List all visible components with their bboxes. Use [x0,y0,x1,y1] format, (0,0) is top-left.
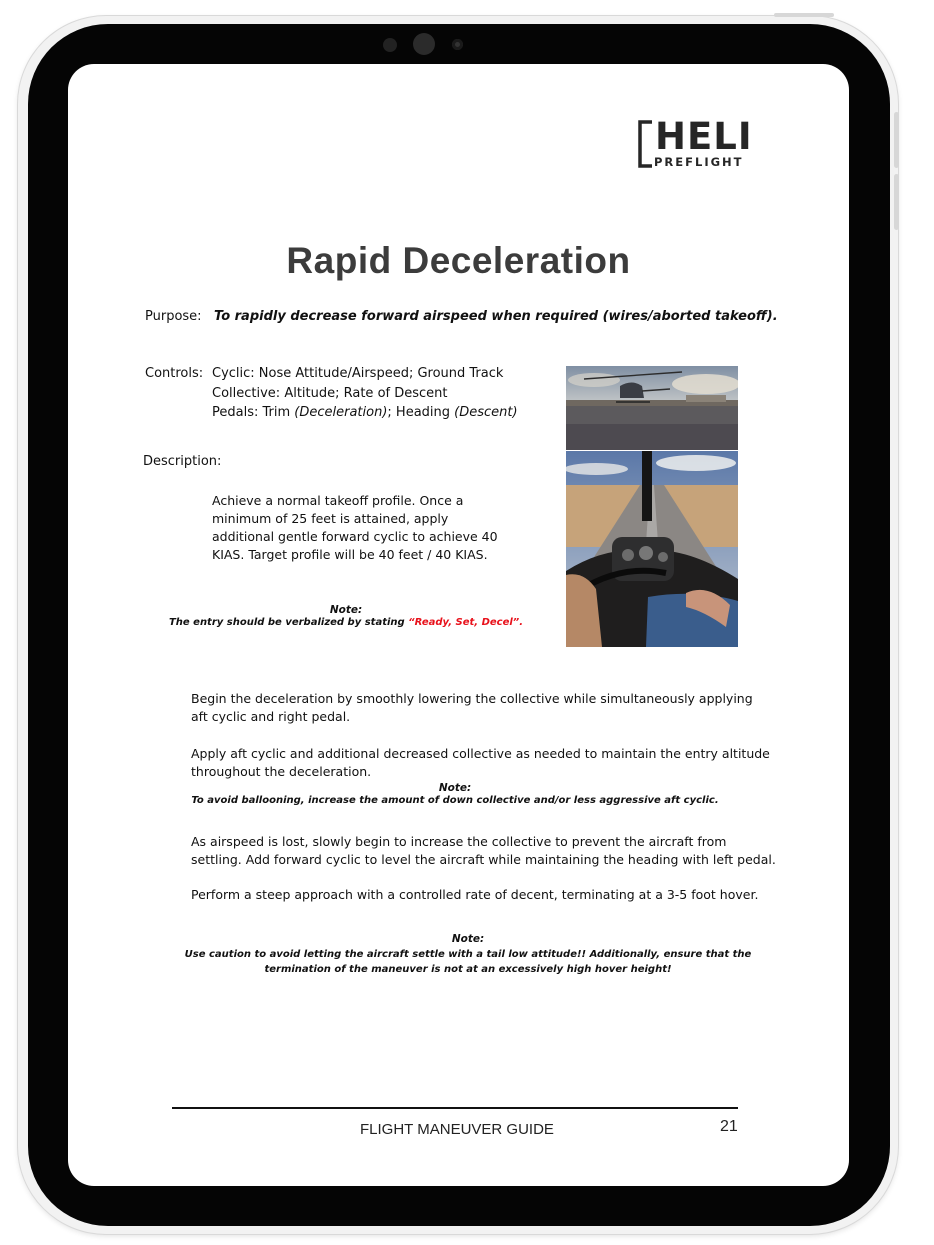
footer-divider [172,1107,738,1109]
step-maintain-altitude: Apply aft cyclic and additional decreased collective as needed to maintain the entry altitude throughout the deceleration. [191,746,770,779]
note-tail-low-label: Note: [451,933,485,945]
note-tail-low [168,933,768,977]
tablet-volume-up-button [894,112,899,168]
note-entry-text: The entry should be verbalized by stating [168,617,409,628]
helicopter-ramp-photo [566,366,738,450]
logo-main-text: HELI [655,115,753,158]
note-entry-highlight: “Ready, Set, Decel”. [408,617,524,628]
purpose-label: Purpose: [145,309,202,324]
camera-icon [413,33,435,55]
tablet-top-button [774,13,834,17]
document-page [68,64,849,1186]
controls-cyclic: Cyclic: Nose Attitude/Airspeed; Ground Track [212,366,504,381]
step-begin-deceleration: Begin the deceleration by smoothly lowering the collective while simultaneously applying aft cyclic and right pedal. [191,691,753,724]
note-ballooning [170,782,740,806]
sensor-icon [383,38,397,52]
description-intro: Achieve a normal takeoff profile. Once a minimum of 25 feet is attained, apply additional gentle forward cyclic to achieve 40 KIAS. Target profile will be 40 feet / 40 KIAS. [212,493,498,562]
controls-list [212,364,518,423]
note-ballooning-label: Note: [438,782,472,794]
controls-collective: Collective: Altitude; Rate of Descent [212,385,448,401]
page-title: Rapid Deceleration [286,240,631,281]
heli-preflight-logo [638,115,756,170]
step-steep-approach: Perform a steep approach with a controlled rate of decent, terminating at a 3-5 foot hover. [191,887,759,902]
controls-pedals: Pedals: Trim (Deceleration); Heading (Descent) [212,405,518,420]
note-entry-label: Note: [329,604,363,616]
page-number: 21 [720,1118,738,1135]
cockpit-view-photo [566,451,738,647]
note-ballooning-text: To avoid ballooning, increase the amount of down collective and/or less aggressive aft cyclic. [191,795,719,806]
note-tail-low-text: Use caution to avoid letting the aircraft settle with a tail low attitude!! Additionally, ensure that the termination of the maneuver is not at an excessively high hover height! [184,949,752,975]
step-airspeed-lost: As airspeed is lost, slowly begin to increase the collective to prevent the aircraft from settling. Add forward cyclic to level the aircraft while maintaining the heading with left pedal. [191,834,776,867]
footer-guide-title: FLIGHT MANEUVER GUIDE [360,1121,554,1138]
purpose-text: To rapidly decrease forward airspeed when required (wires/aborted takeoff). [214,309,778,324]
logo-sub-text: PREFLIGHT [654,155,744,169]
light-sensor-icon [452,39,463,50]
tablet-volume-down-button [894,174,899,230]
controls-label: Controls: [145,366,204,381]
description-label: Description: [143,454,222,469]
note-entry [68,604,624,628]
